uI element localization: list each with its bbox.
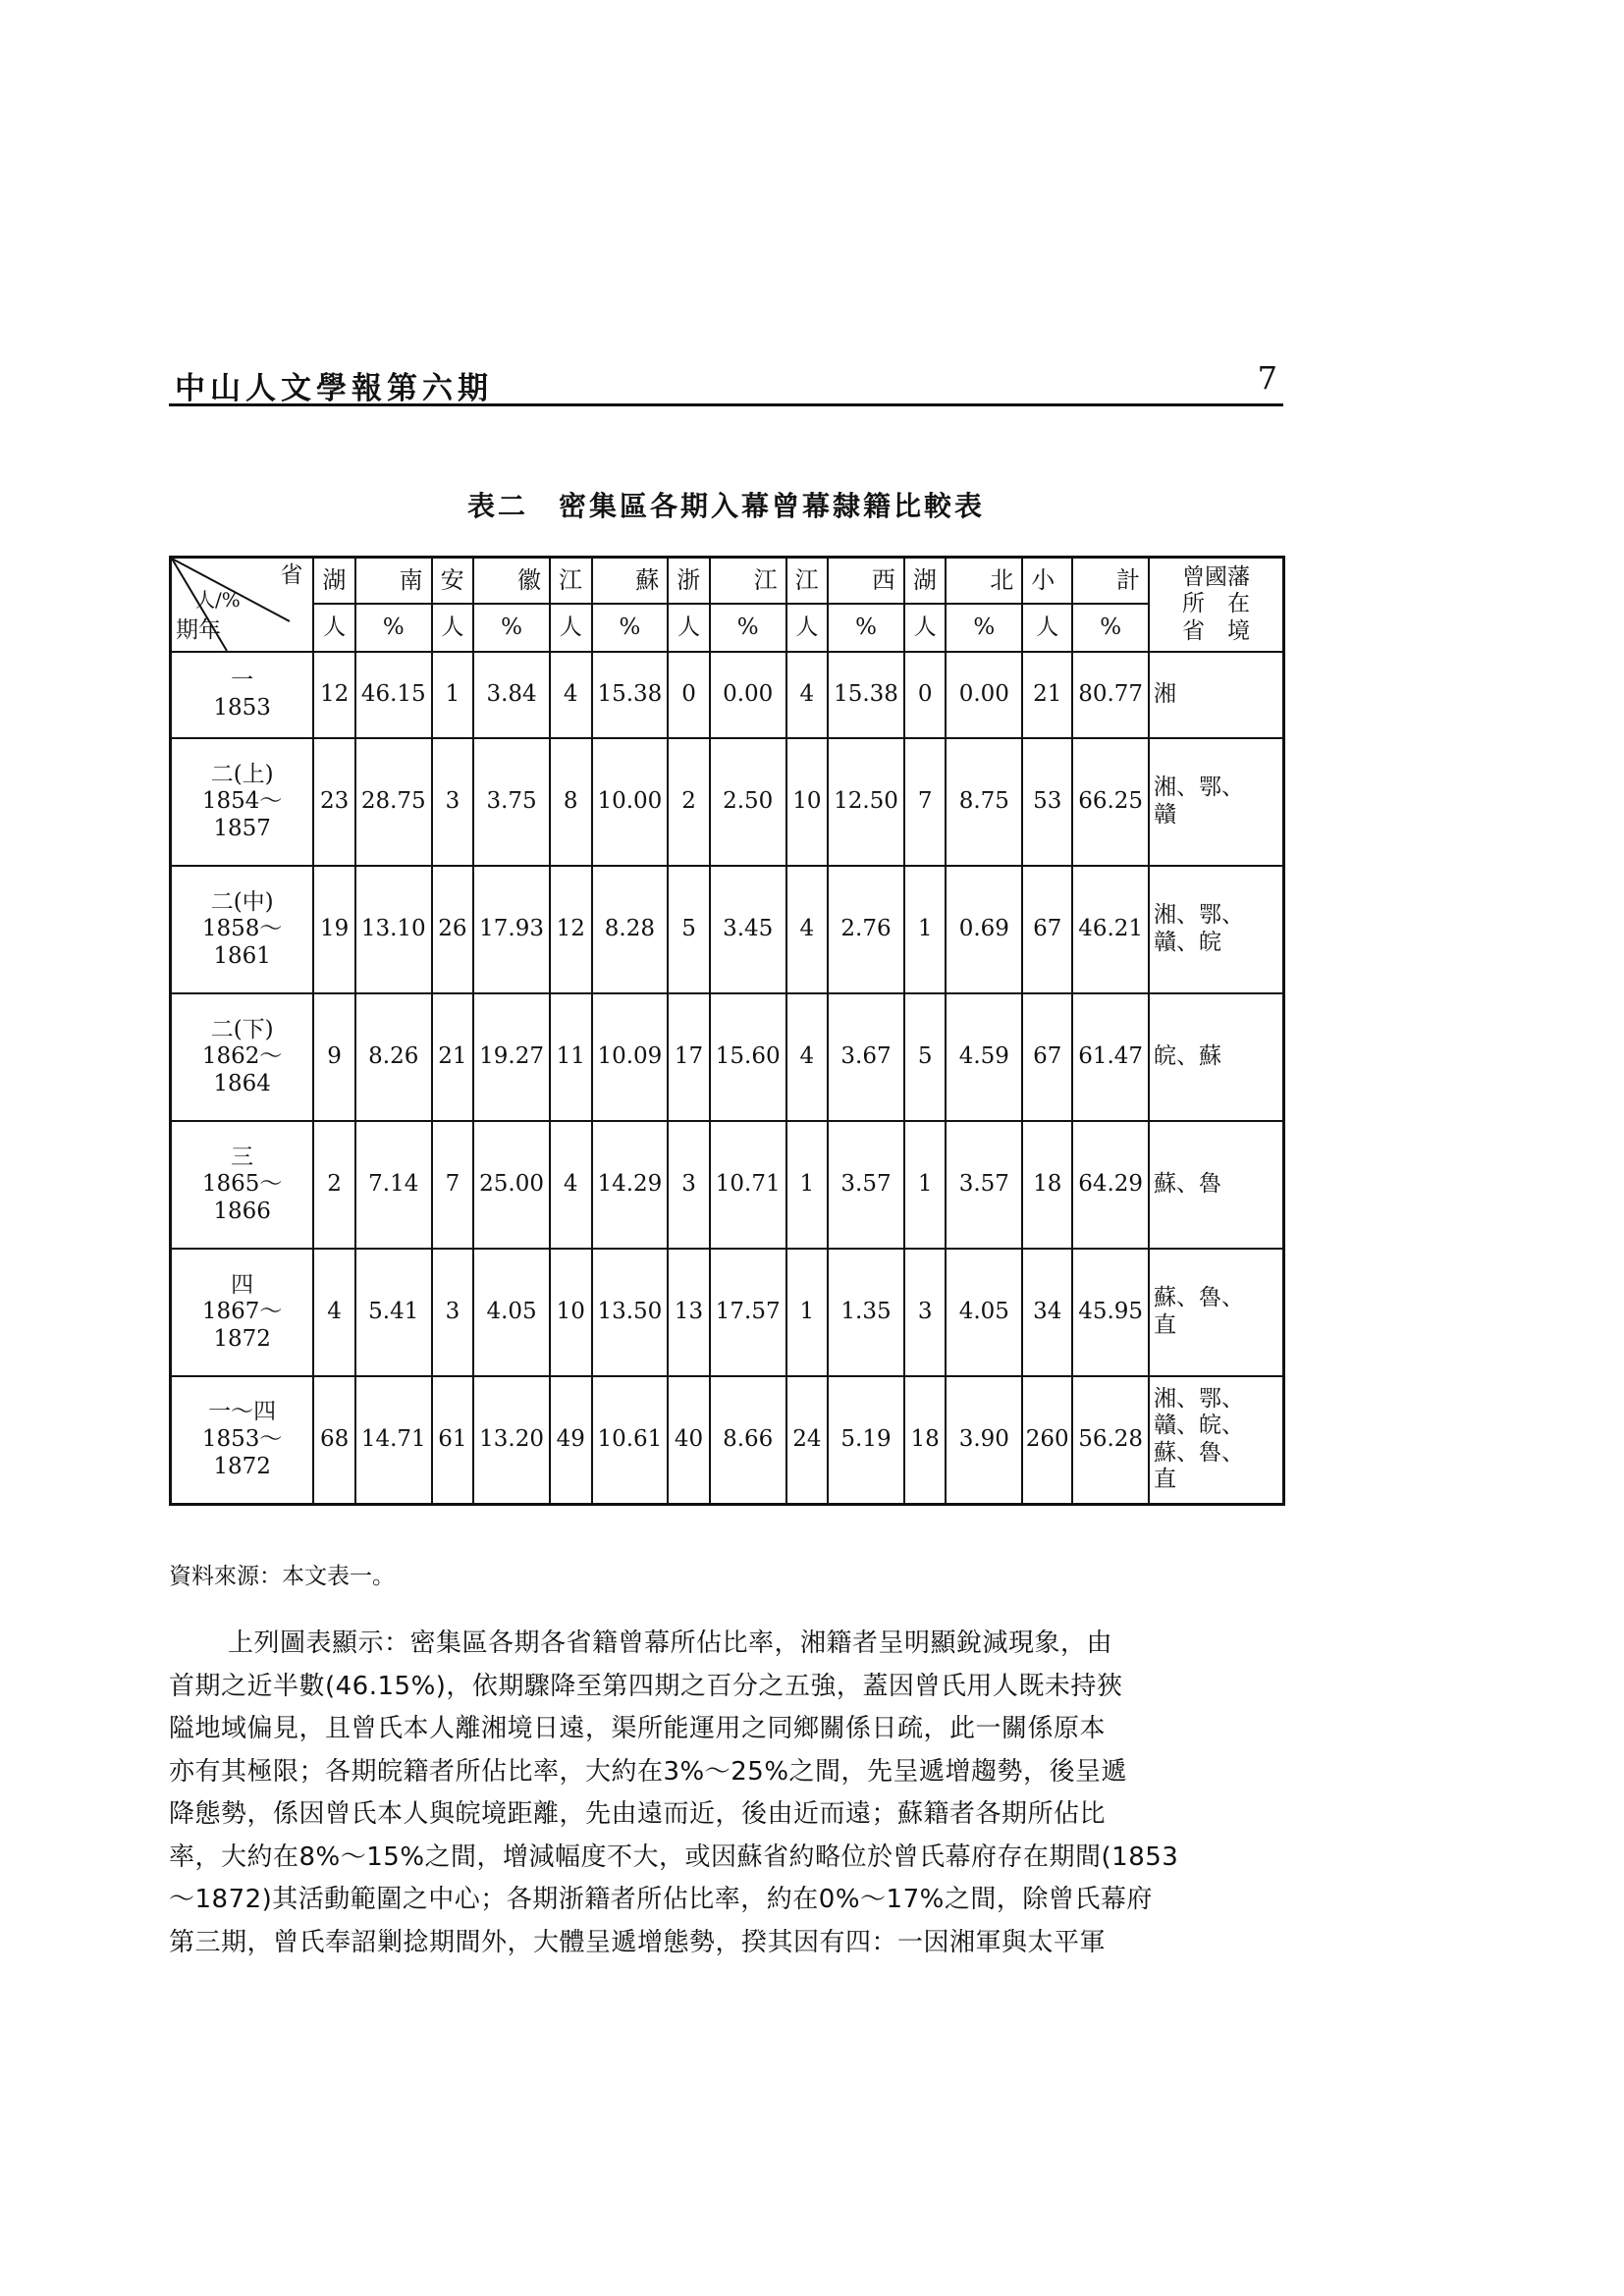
percent-cell: 4.05 bbox=[473, 1249, 550, 1376]
percent-cell: 0.00 bbox=[710, 652, 786, 738]
province-header-left: 安 bbox=[432, 558, 474, 605]
person-count-cell: 7 bbox=[432, 1121, 474, 1249]
person-count-cell: 3 bbox=[432, 738, 474, 866]
person-count-cell: 4 bbox=[786, 993, 829, 1121]
province-header-row bbox=[171, 558, 1284, 605]
person-count-cell: 4 bbox=[786, 652, 829, 738]
percent-cell: 13.10 bbox=[355, 866, 432, 993]
body-paragraph bbox=[169, 1623, 1283, 1964]
percent-header: % bbox=[946, 604, 1022, 652]
period-line: 1867～ bbox=[201, 1299, 283, 1325]
period-line: 1861 bbox=[213, 942, 271, 969]
period-line: 1864 bbox=[213, 1070, 271, 1096]
location-cell bbox=[1149, 1249, 1283, 1376]
location-line: 直 bbox=[1154, 1467, 1177, 1493]
percent-cell: 13.20 bbox=[473, 1376, 550, 1504]
person-count-cell: 26 bbox=[432, 866, 474, 993]
location-header-line: 所 在 bbox=[1182, 591, 1251, 617]
location-cell bbox=[1149, 1376, 1283, 1504]
percent-cell: 46.21 bbox=[1072, 866, 1149, 993]
period-cell bbox=[171, 1376, 314, 1504]
percent-cell: 8.26 bbox=[355, 993, 432, 1121]
person-count-header: 人 bbox=[786, 604, 829, 652]
percent-cell: 10.71 bbox=[710, 1121, 786, 1249]
person-count-cell: 11 bbox=[550, 993, 592, 1121]
period-line: 四 bbox=[231, 1271, 254, 1298]
table-title: 表二 密集區各期入幕曾幕隸籍比較表 bbox=[466, 490, 985, 522]
percent-cell: 17.57 bbox=[710, 1249, 786, 1376]
person-count-header: 人 bbox=[313, 604, 355, 652]
table-row bbox=[171, 1121, 1284, 1249]
body-line: 率，大約在8%～15%之間，增減幅度不大，或因蘇省約略位於曾氏幕府存在期間(1853 bbox=[169, 1842, 1179, 1872]
period-line: 1853～ bbox=[201, 1425, 283, 1452]
percent-cell: 28.75 bbox=[355, 738, 432, 866]
province-header-right: 北 bbox=[946, 558, 1022, 605]
location-line: 湘 bbox=[1154, 681, 1177, 708]
percent-cell: 4.59 bbox=[946, 993, 1022, 1121]
person-count-cell: 2 bbox=[668, 738, 710, 866]
province-header-right: 計 bbox=[1072, 558, 1149, 605]
period-line: 1866 bbox=[213, 1198, 271, 1224]
percent-cell: 10.09 bbox=[592, 993, 669, 1121]
location-cell bbox=[1149, 1121, 1283, 1249]
province-header-right: 江 bbox=[710, 558, 786, 605]
province-header-left: 江 bbox=[550, 558, 592, 605]
province-header-left: 江 bbox=[786, 558, 829, 605]
person-count-cell: 67 bbox=[1022, 993, 1072, 1121]
location-line: 直 bbox=[1154, 1312, 1177, 1338]
percent-cell: 80.77 bbox=[1072, 652, 1149, 738]
body-line: 降態勢，係因曾氏本人與皖境距離，先由遠而近，後由近而遠；蘇籍者各期所佔比 bbox=[169, 1799, 1107, 1829]
location-line: 蘇、魯 bbox=[1154, 1171, 1222, 1198]
person-count-header: 人 bbox=[668, 604, 710, 652]
person-count-cell: 13 bbox=[668, 1249, 710, 1376]
person-count-cell: 1 bbox=[786, 1121, 829, 1249]
table-row bbox=[171, 1376, 1284, 1504]
location-line: 皖、蘇 bbox=[1154, 1043, 1222, 1070]
person-count-cell: 3 bbox=[432, 1249, 474, 1376]
comparison-table bbox=[169, 556, 1285, 1506]
person-count-cell: 260 bbox=[1022, 1376, 1072, 1504]
corner-province-label: 省 bbox=[280, 562, 303, 588]
body-line: 第三期，曾氏奉詔剿捻期間外，大體呈遞增態勢，揆其因有四：一因湘軍與太平軍 bbox=[169, 1927, 1107, 1957]
percent-cell: 8.28 bbox=[592, 866, 669, 993]
person-count-cell: 7 bbox=[904, 738, 947, 866]
person-count-cell: 19 bbox=[313, 866, 355, 993]
person-count-cell: 4 bbox=[313, 1249, 355, 1376]
body-line: ～1872)其活動範圍之中心；各期浙籍者所佔比率，約在0%～17%之間，除曾氏幕府 bbox=[169, 1885, 1153, 1914]
person-count-cell: 0 bbox=[668, 652, 710, 738]
person-count-cell: 21 bbox=[1022, 652, 1072, 738]
percent-cell: 15.38 bbox=[828, 652, 904, 738]
location-line: 贛 bbox=[1154, 802, 1177, 828]
period-line: 1854～ bbox=[201, 788, 283, 815]
person-count-cell: 24 bbox=[786, 1376, 829, 1504]
percent-cell: 5.41 bbox=[355, 1249, 432, 1376]
person-count-cell: 1 bbox=[786, 1249, 829, 1376]
period-cell bbox=[171, 652, 314, 738]
percent-header: % bbox=[710, 604, 786, 652]
period-line: 1857 bbox=[213, 815, 271, 841]
corner-cell bbox=[171, 558, 314, 653]
period-line: 二(下) bbox=[210, 1016, 274, 1042]
percent-header: % bbox=[355, 604, 432, 652]
person-count-cell: 0 bbox=[904, 652, 947, 738]
location-line: 湘、鄂、 bbox=[1154, 902, 1245, 929]
percent-cell: 4.05 bbox=[946, 1249, 1022, 1376]
percent-cell: 25.00 bbox=[473, 1121, 550, 1249]
percent-cell: 45.95 bbox=[1072, 1249, 1149, 1376]
period-line: 一 bbox=[231, 667, 254, 694]
percent-cell: 14.29 bbox=[592, 1121, 669, 1249]
location-cell bbox=[1149, 738, 1283, 866]
percent-cell: 56.28 bbox=[1072, 1376, 1149, 1504]
period-line: 1865～ bbox=[201, 1171, 283, 1198]
percent-cell: 8.66 bbox=[710, 1376, 786, 1504]
person-count-cell: 10 bbox=[786, 738, 829, 866]
person-count-cell: 21 bbox=[432, 993, 474, 1121]
person-count-cell: 68 bbox=[313, 1376, 355, 1504]
body-line: 亦有其極限；各期皖籍者所佔比率，大約在3%～25%之間，先呈遞增趨勢，後呈遞 bbox=[169, 1756, 1128, 1787]
corner-period-label: 期年 bbox=[176, 617, 221, 644]
corner-unit-label: 人/% bbox=[195, 588, 241, 612]
percent-cell: 46.15 bbox=[355, 652, 432, 738]
percent-cell: 7.14 bbox=[355, 1121, 432, 1249]
percent-cell: 2.50 bbox=[710, 738, 786, 866]
percent-header: % bbox=[473, 604, 550, 652]
unit-header-row bbox=[171, 604, 1284, 652]
location-line: 湘、鄂、 bbox=[1154, 774, 1245, 801]
person-count-cell: 4 bbox=[550, 652, 592, 738]
body-line: 隘地域偏見，且曾氏本人離湘境日遠，渠所能運用之同鄉關係日疏，此一關係原本 bbox=[169, 1714, 1107, 1743]
person-count-cell: 2 bbox=[313, 1121, 355, 1249]
person-count-cell: 1 bbox=[904, 1121, 947, 1249]
table-row bbox=[171, 652, 1284, 738]
province-header-right: 徽 bbox=[473, 558, 550, 605]
person-count-cell: 10 bbox=[550, 1249, 592, 1376]
person-count-header: 人 bbox=[550, 604, 592, 652]
person-count-cell: 4 bbox=[786, 866, 829, 993]
person-count-cell: 49 bbox=[550, 1376, 592, 1504]
province-header-left: 小 bbox=[1022, 558, 1072, 605]
percent-cell: 12.50 bbox=[828, 738, 904, 866]
period-cell bbox=[171, 1249, 314, 1376]
location-line: 湘、鄂、 bbox=[1154, 1385, 1245, 1412]
period-line: 二(上) bbox=[210, 761, 274, 787]
period-cell bbox=[171, 866, 314, 993]
percent-cell: 8.75 bbox=[946, 738, 1022, 866]
table-source-note: 資料來源：本文表一。 bbox=[169, 1564, 395, 1589]
person-count-header: 人 bbox=[432, 604, 474, 652]
person-count-cell: 53 bbox=[1022, 738, 1072, 866]
percent-cell: 15.60 bbox=[710, 993, 786, 1121]
person-count-cell: 12 bbox=[313, 652, 355, 738]
person-count-cell: 17 bbox=[668, 993, 710, 1121]
person-count-cell: 12 bbox=[550, 866, 592, 993]
person-count-cell: 61 bbox=[432, 1376, 474, 1504]
location-cell bbox=[1149, 652, 1283, 738]
location-cell bbox=[1149, 866, 1283, 993]
percent-header: % bbox=[828, 604, 904, 652]
percent-cell: 15.38 bbox=[592, 652, 669, 738]
percent-cell: 17.93 bbox=[473, 866, 550, 993]
province-header-left: 湖 bbox=[904, 558, 947, 605]
page-header bbox=[169, 355, 1283, 406]
table-row bbox=[171, 738, 1284, 866]
location-line: 贛、皖 bbox=[1154, 930, 1222, 955]
person-count-header: 人 bbox=[904, 604, 947, 652]
percent-header: % bbox=[1072, 604, 1149, 652]
percent-cell: 3.67 bbox=[828, 993, 904, 1121]
period-line: 1858～ bbox=[201, 916, 283, 942]
person-count-cell: 5 bbox=[668, 866, 710, 993]
percent-cell: 10.61 bbox=[592, 1376, 669, 1504]
percent-header: % bbox=[592, 604, 669, 652]
person-count-cell: 3 bbox=[668, 1121, 710, 1249]
percent-cell: 2.76 bbox=[828, 866, 904, 993]
period-line: 1862～ bbox=[201, 1043, 283, 1070]
person-count-cell: 3 bbox=[904, 1249, 947, 1376]
journal-title: 中山人文學報第六期 bbox=[175, 371, 493, 406]
percent-cell: 1.35 bbox=[828, 1249, 904, 1376]
percent-cell: 3.90 bbox=[946, 1376, 1022, 1504]
period-line: 二(中) bbox=[210, 888, 274, 915]
location-header-line: 曾國藩 bbox=[1182, 563, 1251, 590]
location-line: 蘇、魯、 bbox=[1154, 1439, 1245, 1466]
province-header-left: 湖 bbox=[313, 558, 355, 605]
page-number: 7 bbox=[1257, 359, 1277, 397]
percent-cell: 66.25 bbox=[1072, 738, 1149, 866]
province-header-right: 南 bbox=[355, 558, 432, 605]
person-count-cell: 5 bbox=[904, 993, 947, 1121]
person-count-cell: 40 bbox=[668, 1376, 710, 1504]
person-count-cell: 18 bbox=[1022, 1121, 1072, 1249]
location-header bbox=[1149, 558, 1283, 653]
person-count-cell: 8 bbox=[550, 738, 592, 866]
body-line: 首期之近半數(46.15%)，依期驟降至第四期之百分之五強，蓋因曾氏用人既未持狹 bbox=[169, 1671, 1123, 1701]
body-line: 上列圖表顯示：密集區各期各省籍曾幕所佔比率，湘籍者呈明顯銳減現象，由 bbox=[228, 1629, 1113, 1658]
percent-cell: 3.57 bbox=[828, 1121, 904, 1249]
person-count-cell: 23 bbox=[313, 738, 355, 866]
percent-cell: 3.45 bbox=[710, 866, 786, 993]
person-count-header: 人 bbox=[1022, 604, 1072, 652]
person-count-cell: 67 bbox=[1022, 866, 1072, 993]
person-count-cell: 34 bbox=[1022, 1249, 1072, 1376]
percent-cell: 64.29 bbox=[1072, 1121, 1149, 1249]
period-cell bbox=[171, 738, 314, 866]
location-header-line: 省 境 bbox=[1182, 617, 1251, 644]
person-count-cell: 18 bbox=[904, 1376, 947, 1504]
period-cell bbox=[171, 993, 314, 1121]
percent-cell: 14.71 bbox=[355, 1376, 432, 1504]
period-line: 三 bbox=[231, 1144, 254, 1170]
person-count-cell: 9 bbox=[313, 993, 355, 1121]
percent-cell: 61.47 bbox=[1072, 993, 1149, 1121]
province-header-right: 蘇 bbox=[592, 558, 669, 605]
person-count-cell: 4 bbox=[550, 1121, 592, 1249]
period-line: 一～四 bbox=[208, 1399, 277, 1425]
percent-cell: 19.27 bbox=[473, 993, 550, 1121]
percent-cell: 13.50 bbox=[592, 1249, 669, 1376]
location-cell bbox=[1149, 993, 1283, 1121]
person-count-cell: 1 bbox=[432, 652, 474, 738]
table-row bbox=[171, 1249, 1284, 1376]
person-count-cell: 1 bbox=[904, 866, 947, 993]
percent-cell: 0.00 bbox=[946, 652, 1022, 738]
percent-cell: 3.84 bbox=[473, 652, 550, 738]
percent-cell: 0.69 bbox=[946, 866, 1022, 993]
percent-cell: 5.19 bbox=[828, 1376, 904, 1504]
period-line: 1872 bbox=[213, 1453, 271, 1479]
percent-cell: 3.75 bbox=[473, 738, 550, 866]
province-header-right: 西 bbox=[828, 558, 904, 605]
percent-cell: 3.57 bbox=[946, 1121, 1022, 1249]
location-line: 贛、皖、 bbox=[1154, 1413, 1245, 1439]
period-cell bbox=[171, 1121, 314, 1249]
percent-cell: 10.00 bbox=[592, 738, 669, 866]
period-line: 1853 bbox=[213, 695, 271, 721]
period-line: 1872 bbox=[213, 1325, 271, 1352]
table-row bbox=[171, 993, 1284, 1121]
table-row bbox=[171, 866, 1284, 993]
province-header-left: 浙 bbox=[668, 558, 710, 605]
location-line: 蘇、魯、 bbox=[1154, 1285, 1245, 1311]
